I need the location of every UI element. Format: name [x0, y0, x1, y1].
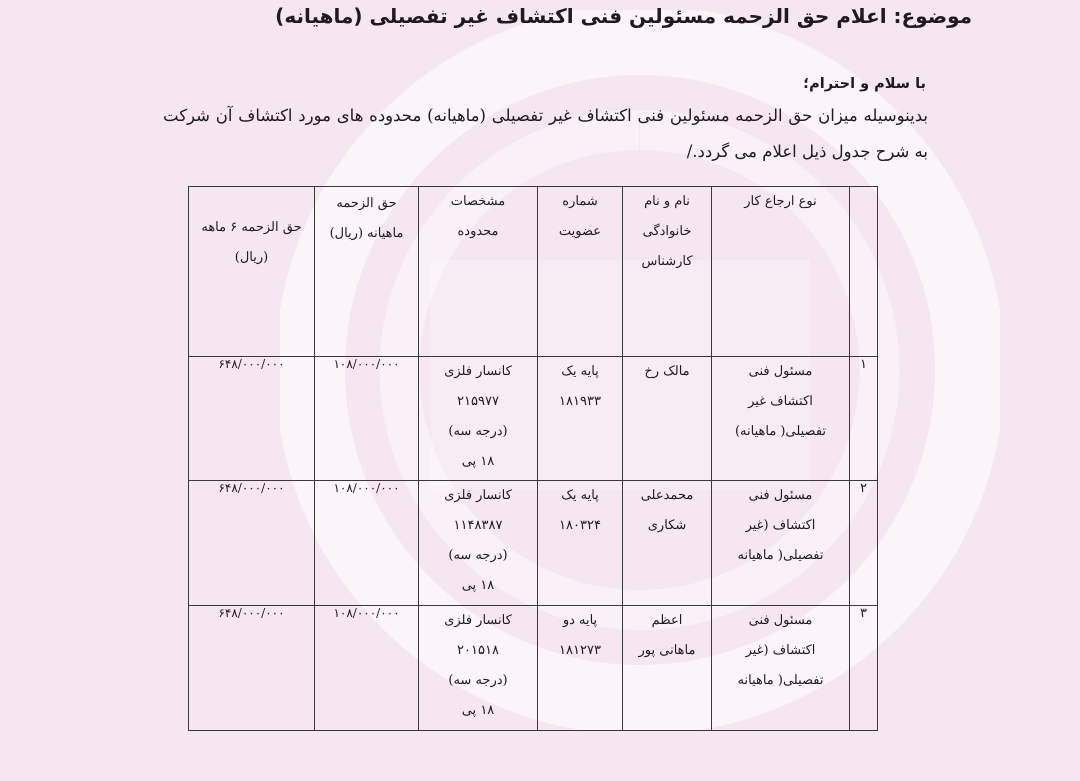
area-line-3: (درجه سه)	[448, 673, 508, 688]
header-membership-no: شماره عضویت	[538, 187, 623, 357]
fee-6-months: ۶۴۸/۰۰۰/۰۰۰	[189, 481, 315, 606]
area-line-1: کانسار فلزی	[444, 488, 512, 503]
header-expert-name: نام و نام خانوادگی کارشناس	[623, 187, 712, 357]
fee-6-months: ۶۴۸/۰۰۰/۰۰۰	[189, 357, 315, 481]
work-type: مسئول فنی اکتشاف (غیر تفصیلی( ماهیانه	[712, 481, 850, 606]
monthly-fee: ۱۰۸/۰۰۰/۰۰۰	[315, 606, 419, 731]
header-area-specs: مشخصات محدوده	[419, 187, 538, 357]
membership-no: ۱۸۱۲۷۳	[559, 643, 601, 658]
header-fee-6-months: حق الزحمه ۶ ماهه (ریال)	[189, 187, 315, 357]
fee-6-months: ۶۴۸/۰۰۰/۰۰۰	[189, 606, 315, 731]
table-header-row	[189, 187, 878, 357]
expert-name: اعظم ماهانی پور	[623, 606, 712, 731]
letter-greeting: با سلام و احترام؛	[803, 76, 926, 92]
letter-body: بدینوسیله میزان حق الزحمه مسئولین فنی اکتشاف غیر تفصیلی (ماهیانه) محدوده های مورد اکتشاف آن شرکت به شرح جدول ذیل اعلام می گردد./	[163, 106, 928, 161]
area-line-1: کانسار فلزی	[444, 364, 512, 379]
membership-grade: پایه یک	[561, 364, 599, 379]
area-line-4: ۱۸ پی	[461, 578, 495, 593]
monthly-fee: ۱۰۸/۰۰۰/۰۰۰	[315, 357, 419, 481]
expert-name: محمدعلی شکاری	[623, 481, 712, 606]
membership-cell	[538, 357, 623, 481]
membership-cell	[538, 606, 623, 731]
area-line-2: ۱۱۴۸۳۸۷	[453, 518, 503, 533]
membership-grade: پایه دو	[562, 613, 598, 628]
table-row	[189, 481, 878, 606]
membership-grade: پایه یک	[561, 488, 599, 503]
area-line-1: کانسار فلزی	[444, 613, 512, 628]
area-specs	[419, 606, 538, 731]
membership-no: ۱۸۱۹۳۳	[559, 394, 601, 409]
fee-table	[188, 186, 878, 731]
expert-name: مالک رخ	[623, 357, 712, 481]
table-row	[189, 606, 878, 731]
area-line-2: ۲۰۱۵۱۸	[457, 643, 499, 658]
header-monthly-fee: حق الزحمه ماهیانه (ریال)	[315, 187, 419, 357]
row-no: ۱	[850, 357, 878, 481]
work-type: مسئول فنی اکتشاف غیر تفصیلی( ماهیانه)	[712, 357, 850, 481]
letter-subject: موضوع: اعلام حق الزحمه مسئولین فنی اکتشاف غیر تفصیلی (ماهیانه)	[275, 4, 972, 28]
table-row	[189, 357, 878, 481]
row-no: ۳	[850, 606, 878, 731]
header-work-type: نوع ارجاع کار	[712, 187, 850, 357]
membership-cell	[538, 481, 623, 606]
area-specs	[419, 357, 538, 481]
area-line-3: (درجه سه)	[448, 424, 508, 439]
area-line-4: ۱۸ پی	[461, 454, 495, 469]
header-row-no	[850, 187, 878, 357]
area-line-2: ۲۱۵۹۷۷	[457, 394, 499, 409]
membership-no: ۱۸۰۳۲۴	[559, 518, 601, 533]
work-type: مسئول فنی اکتشاف (غیر تفصیلی( ماهیانه	[712, 606, 850, 731]
monthly-fee: ۱۰۸/۰۰۰/۰۰۰	[315, 481, 419, 606]
area-line-4: ۱۸ پی	[461, 703, 495, 718]
row-no: ۲	[850, 481, 878, 606]
area-line-3: (درجه سه)	[448, 548, 508, 563]
area-specs	[419, 481, 538, 606]
